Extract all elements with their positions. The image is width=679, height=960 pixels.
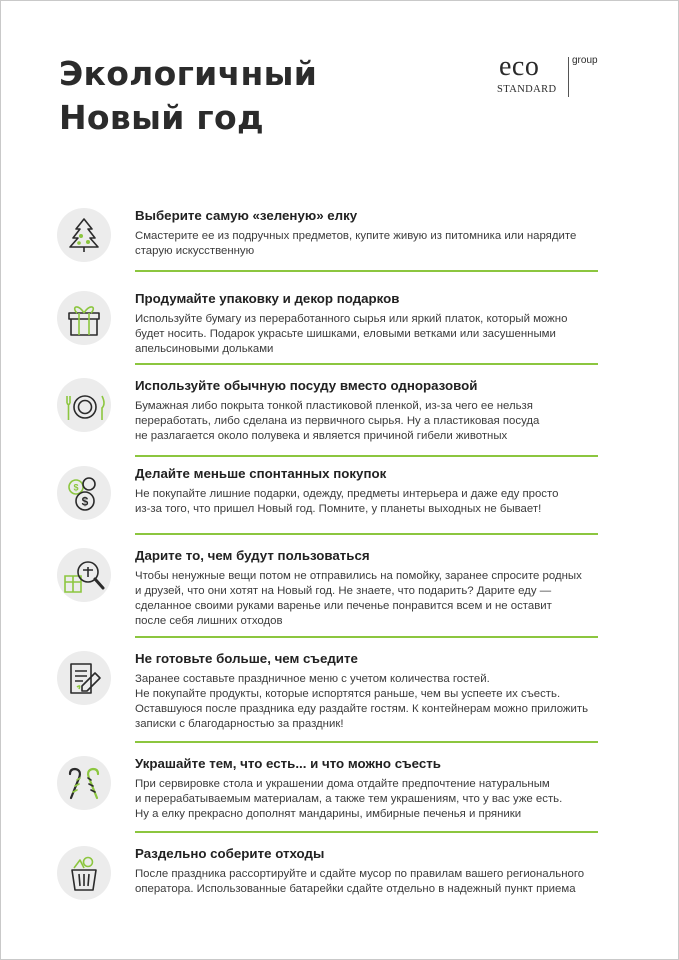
tip-heading: Выберите самую «зеленую» елку bbox=[135, 208, 358, 223]
tip-line: Чтобы ненужные вещи потом не отправились на помойку, заранее спросите родных bbox=[135, 570, 582, 582]
tip-heading: Продумайте упаковку и декор подарков bbox=[135, 291, 400, 306]
tip-line: и друзей, что они хотят на Новый год. Не знаете, что подарить? Дарите еду — bbox=[135, 585, 552, 597]
tip-description bbox=[135, 312, 585, 357]
plate-cutlery-icon bbox=[57, 378, 111, 432]
tip-line: оператора. Использованные батарейки сдайте отдельно в надежный пункт приема bbox=[135, 883, 576, 895]
tip-line: из-за того, что пришел Новый год. Помните, у планеты выходных не бывает! bbox=[135, 503, 542, 515]
tip-description bbox=[135, 672, 589, 732]
title-line-2: Новый год bbox=[59, 98, 264, 137]
divider bbox=[135, 363, 598, 365]
divider bbox=[135, 636, 598, 638]
tip-line: и перерабатываемым материалам, а также тем украшениям, что у вас уже есть. bbox=[135, 793, 563, 805]
svg-text:$: $ bbox=[81, 494, 89, 509]
tip-description bbox=[135, 229, 585, 259]
tip-line: апельсиновыми дольками bbox=[135, 343, 274, 355]
tip-heading: Делайте меньше спонтанных покупок bbox=[135, 466, 387, 481]
tip-line: Заранее составьте праздничное меню с учетом количества гостей. bbox=[135, 673, 490, 685]
coins-icon bbox=[57, 466, 111, 520]
svg-text:$: $ bbox=[73, 482, 79, 493]
tip-line: сделанное своими руками варенье или печенье понравится всем и не оставит bbox=[135, 600, 552, 612]
tip-heading: Используйте обычную посуду вместо одноразовой bbox=[135, 378, 478, 393]
divider bbox=[135, 270, 598, 272]
tip-line: записки с благодарностью за праздник! bbox=[135, 718, 344, 730]
logo-group-text: group bbox=[572, 55, 598, 66]
tip-line: Смастерите ее из подручных предметов, купите живую из питомника или нарядите bbox=[135, 230, 577, 242]
tip-line: старую искусственную bbox=[135, 245, 255, 257]
logo-eco-text: eco bbox=[499, 51, 540, 82]
divider bbox=[135, 741, 598, 743]
logo-standard-text: STANDARD bbox=[497, 84, 557, 95]
tip-line: Не покупайте лишние подарки, одежду, предметы интерьера и даже еду просто bbox=[135, 488, 559, 500]
tip-line: Бумажная либо покрыта тонкой пластиковой пленкой, из-за чего ее нельзя bbox=[135, 400, 533, 412]
notepad-pen-icon bbox=[57, 651, 111, 705]
tip-line: При сервировке стола и украшении дома отдайте предпочтение натуральным bbox=[135, 778, 550, 790]
tip-line: Оставшуюся после праздника еду раздайте гостям. К контейнерам можно приложить bbox=[135, 703, 589, 715]
logo-divider bbox=[568, 57, 569, 97]
waste-bin-icon bbox=[57, 846, 111, 900]
tip-heading: Украшайте тем, что есть... и что можно съесть bbox=[135, 756, 441, 771]
tip-heading: Не готовьте больше, чем съедите bbox=[135, 651, 358, 666]
tip-description bbox=[135, 399, 585, 444]
title-line-1: Экологичный bbox=[59, 54, 318, 93]
tip-line: переработать, либо сделана из первичного сырья. Ну а пластиковая посуда bbox=[135, 415, 540, 427]
gift-search-icon bbox=[57, 548, 111, 602]
tip-description bbox=[135, 487, 585, 517]
page-title bbox=[59, 52, 317, 140]
tip-description bbox=[135, 867, 585, 897]
eco-standard-logo bbox=[497, 51, 607, 105]
tip-line: Ну а елку прекрасно дополнят мандарины, имбирные печенья и пряники bbox=[135, 808, 522, 820]
tip-line: После праздника рассортируйте и сдайте мусор по правилам вашего регионального bbox=[135, 868, 585, 880]
tip-line: Не покупайте продукты, которые испортятся раньше, чем вы успеете их съесть. bbox=[135, 688, 561, 700]
tip-description bbox=[135, 777, 585, 822]
tip-heading: Раздельно соберите отходы bbox=[135, 846, 325, 861]
tip-line: после себя лишних отходов bbox=[135, 615, 283, 627]
candy-cane-icon bbox=[57, 756, 111, 810]
tip-line: Используйте бумагу из переработанного сырья или яркий платок, который можно bbox=[135, 313, 568, 325]
tip-heading: Дарите то, чем будут пользоваться bbox=[135, 548, 370, 563]
gift-box-icon bbox=[57, 291, 111, 345]
tip-line: будет носить. Подарок украсьте шишками, еловыми ветками или засушенными bbox=[135, 328, 556, 340]
divider bbox=[135, 831, 598, 833]
tip-line: не разлагается около полувека и является причиной гибели животных bbox=[135, 430, 508, 442]
christmas-tree-icon bbox=[57, 208, 111, 262]
divider bbox=[135, 455, 598, 457]
divider bbox=[135, 533, 598, 535]
tip-description bbox=[135, 569, 585, 629]
